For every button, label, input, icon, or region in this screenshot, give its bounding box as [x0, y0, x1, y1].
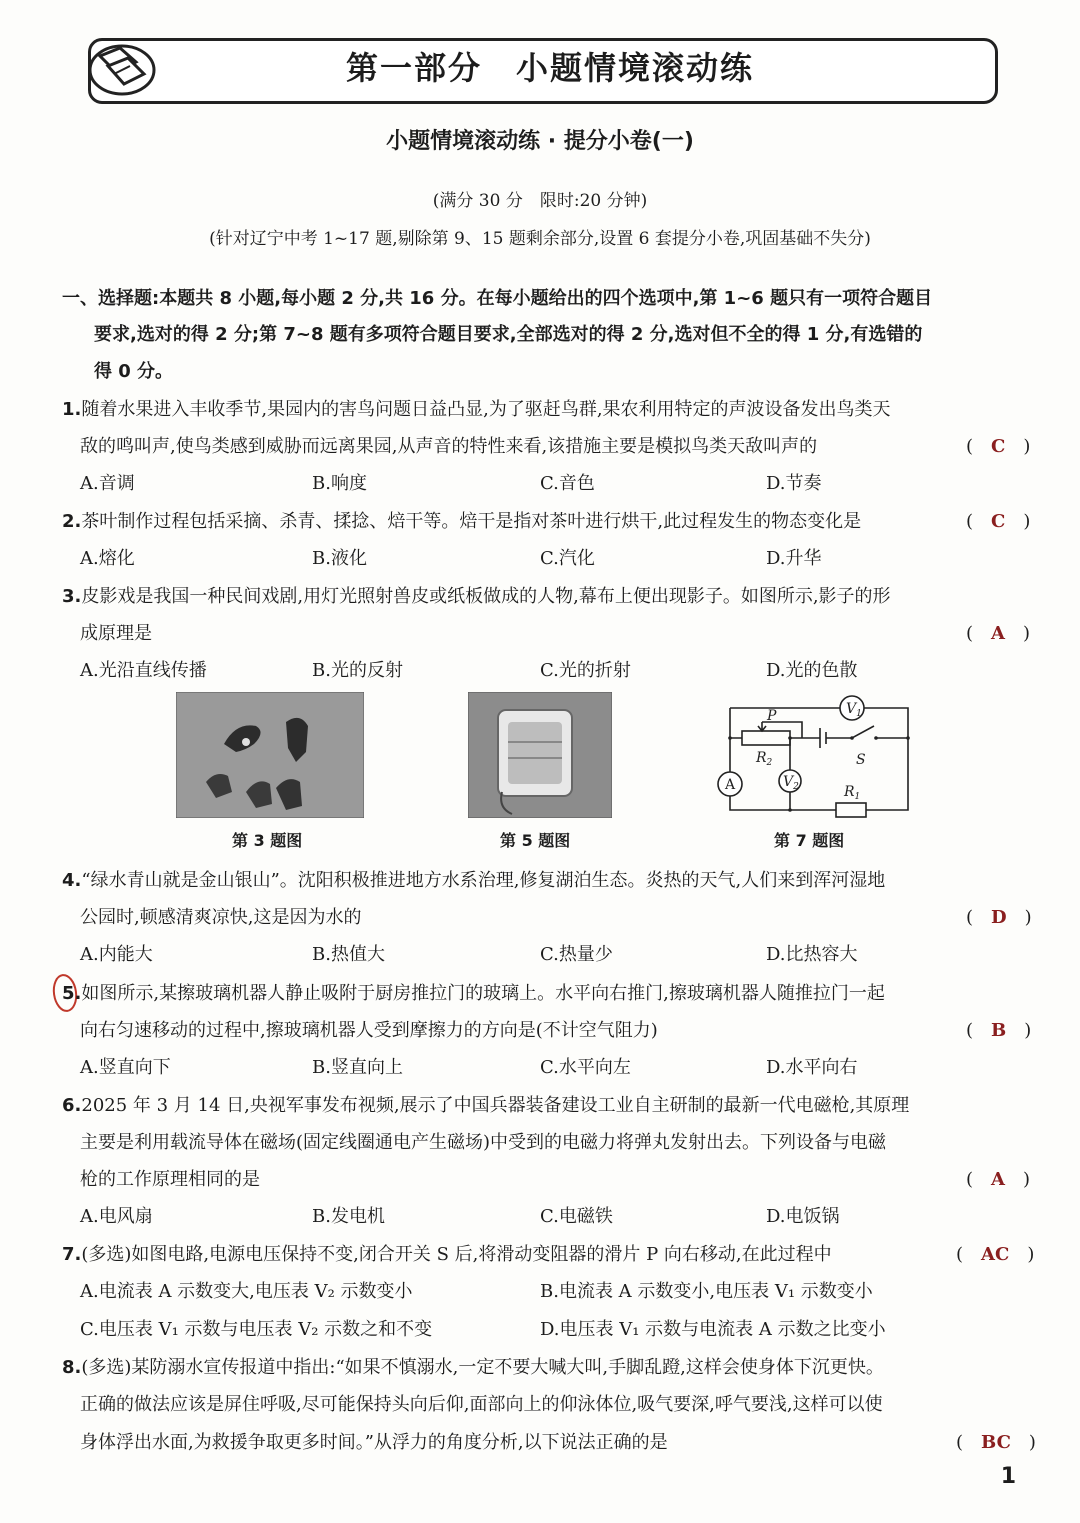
- book-logo-icon: [86, 36, 160, 100]
- question-4-answer: D: [991, 907, 1007, 928]
- paper-title: 小题情境滚动练 · 提分小卷(一): [386, 129, 694, 154]
- section-instructions-line1: 一、选择题:本题共 8 小题,每小题 2 分,共 16 分。在每小题给出的四个选项中,第 1~6 题只有一项符合题目: [62, 288, 933, 309]
- circuit-label-r2: $R_2$: [756, 750, 773, 768]
- question-4-number: 4.: [62, 870, 82, 891]
- question-6-answer: A: [991, 1169, 1005, 1190]
- question-5-option-a: A.竖直向下: [80, 1057, 171, 1078]
- question-5-option-c: C.水平向左: [540, 1057, 631, 1078]
- section-instructions-line2: 要求,选对的得 2 分;第 7~8 题有多项符合题目要求,全部选对的得 2 分,选对但不全的得 1 分,有选错的: [94, 324, 923, 345]
- question-5-text: 如图所示,某擦玻璃机器人静止吸附于厨房推拉门的玻璃上。水平向右推门,擦玻璃机器人随推拉门一起: [81, 983, 885, 1004]
- question-8-stem-line3: 身体浮出水面,为救援争取更多时间。”从浮力的角度分析,以下说法正确的是: [80, 1432, 668, 1453]
- question-3-stem-line1: [62, 582, 891, 608]
- question-6-option-a: A.电风扇: [80, 1206, 153, 1227]
- question-1-option-c: C.音色: [540, 473, 595, 494]
- question-6-answer-paren: ( A ): [966, 1169, 1031, 1190]
- window-cleaning-robot-photo: [468, 692, 612, 818]
- question-1-answer-paren: ( C ): [966, 436, 1031, 457]
- question-1-stem-line1: [62, 395, 891, 421]
- question-2-answer-paren: ( C ): [966, 511, 1031, 532]
- question-7-stem-line1: [62, 1240, 832, 1266]
- figure-7-caption: 第 7 题图: [774, 831, 845, 850]
- question-3-stem-line2: 成原理是: [80, 623, 152, 644]
- question-7-number: 7.: [62, 1244, 82, 1265]
- question-2-text: 茶叶制作过程包括采摘、杀青、揉捻、焙干等。焙干是指对茶叶进行烘干,此过程发生的物态变化是: [81, 511, 862, 532]
- question-5-answer-paren: ( B ): [966, 1020, 1032, 1041]
- score-time-note: (满分 30 分 限时:20 分钟): [432, 191, 648, 211]
- question-7-option-b: B.电流表 A 示数变小,电压表 V₁ 示数变小: [540, 1281, 873, 1302]
- question-1-answer: C: [991, 436, 1006, 457]
- question-6-text: 2025 年 3 月 14 日,央视军事发布视频,展示了中国兵器装备建设工业自主研制的最新一代电磁枪,其原理: [81, 1095, 910, 1116]
- circuit-label-s: S: [856, 752, 866, 768]
- question-4-text: “绿水青山就是金山银山”。沈阳积极推进地方水系治理,修复湖泊生态。炎热的天气,人们来到浑河湿地: [81, 870, 886, 891]
- question-6-option-d: D.电饭锅: [766, 1206, 840, 1227]
- question-5-stem-line1: [62, 979, 885, 1005]
- question-7-answer-paren: ( AC ): [956, 1244, 1035, 1265]
- question-6-stem-line1: [62, 1091, 909, 1117]
- question-6-option-b: B.发电机: [312, 1206, 385, 1227]
- circuit-diagram: [712, 686, 912, 826]
- circuit-label-a: A: [725, 777, 736, 793]
- question-8-stem-line2: 正确的做法应该是屏住呼吸,尽可能保持头向后仰,面部向上的仰泳体位,吸气要深,呼气要浅,这样可以使: [80, 1394, 883, 1415]
- question-7-text: (多选)如图电路,电源电压保持不变,闭合开关 S 后,将滑动变阻器的滑片 P 向右移动,在此过程中: [81, 1244, 832, 1265]
- question-3-option-d: D.光的色散: [766, 660, 858, 681]
- question-4-option-d: D.比热容大: [766, 944, 858, 965]
- question-6-number: 6.: [62, 1095, 82, 1116]
- question-7-option-a: A.电流表 A 示数变大,电压表 V₂ 示数变小: [80, 1281, 413, 1302]
- question-8-answer: BC: [981, 1432, 1011, 1453]
- question-2-option-c: C.汽化: [540, 548, 595, 569]
- question-3-number: 3.: [62, 586, 82, 607]
- question-1-option-b: B.响度: [312, 473, 367, 494]
- question-1-text: 随着水果进入丰收季节,果园内的害鸟问题日益凸显,为了驱赶鸟群,果农利用特定的声波设备发出鸟类天: [81, 399, 891, 420]
- question-5-answer: B: [991, 1020, 1007, 1041]
- question-4-stem-line1: [62, 866, 885, 892]
- question-7-answer: AC: [981, 1244, 1010, 1265]
- figure-5-caption: 第 5 题图: [500, 831, 571, 850]
- question-1-option-a: A.音调: [80, 473, 135, 494]
- circuit-label-r1: $R_1$: [844, 784, 861, 802]
- question-3-option-a: A.光沿直线传播: [80, 660, 207, 681]
- question-7-option-c: C.电压表 V₁ 示数与电压表 V₂ 示数之和不变: [80, 1319, 433, 1340]
- scope-note: (针对辽宁中考 1~17 题,剔除第 9、15 题剩余部分,设置 6 套提分小卷,巩固基础不失分): [209, 229, 871, 249]
- question-8-stem-line1: [62, 1353, 884, 1379]
- question-2-answer: C: [991, 511, 1006, 532]
- question-2-option-a: A.熔化: [80, 548, 135, 569]
- question-3-text: 皮影戏是我国一种民间戏剧,用灯光照射兽皮或纸板做成的人物,幕布上便出现影子。如图所示,影子的形: [81, 586, 891, 607]
- question-4-stem-line2: 公园时,顿感清爽凉快,这是因为水的: [80, 907, 362, 928]
- question-3-answer-paren: ( A ): [966, 623, 1031, 644]
- question-5-stem-line2: 向右匀速移动的过程中,擦玻璃机器人受到摩擦力的方向是(不计空气阻力): [80, 1020, 658, 1041]
- question-3-option-b: B.光的反射: [312, 660, 403, 681]
- question-2-number: 2.: [62, 511, 82, 532]
- question-4-option-b: B.热值大: [312, 944, 385, 965]
- question-6-option-c: C.电磁铁: [540, 1206, 613, 1227]
- question-8-answer-paren: ( BC ): [956, 1432, 1036, 1453]
- question-1-number: 1.: [62, 399, 82, 420]
- question-2-stem-line1: [62, 507, 861, 533]
- figure-3-caption: 第 3 题图: [232, 831, 303, 850]
- question-3-option-c: C.光的折射: [540, 660, 631, 681]
- question-5-number: 5.: [62, 983, 82, 1004]
- question-1-option-d: D.节奏: [766, 473, 822, 494]
- question-8-text: (多选)某防溺水宣传报道中指出:“如果不慎溺水,一定不要大喊大叫,手脚乱蹬,这样会使身体下沉更快。: [81, 1357, 884, 1378]
- circuit-label-v1: $V_1$: [846, 701, 862, 719]
- page-number: 1: [1000, 1464, 1016, 1489]
- question-5-option-d: D.水平向右: [766, 1057, 858, 1078]
- question-7-option-d: D.电压表 V₁ 示数与电流表 A 示数之比变小: [540, 1319, 886, 1340]
- question-4-answer-paren: ( D ): [966, 907, 1032, 928]
- question-2-option-d: D.升华: [766, 548, 822, 569]
- page-section-title: 第一部分 小题情境滚动练: [345, 49, 754, 87]
- question-6-stem-line3: 枪的工作原理相同的是: [80, 1169, 260, 1190]
- section-instructions-line3: 得 0 分。: [94, 361, 174, 382]
- question-8-number: 8.: [62, 1357, 82, 1378]
- question-1-stem-line2: 敌的鸣叫声,使鸟类感到威胁而远离果园,从声音的特性来看,该措施主要是模拟鸟类天敌叫声的: [80, 436, 818, 457]
- question-4-option-a: A.内能大: [80, 944, 153, 965]
- question-6-stem-line2: 主要是利用载流导体在磁场(固定线圈通电产生磁场)中受到的电磁力将弹丸发射出去。下列设备与电磁: [80, 1132, 887, 1153]
- question-4-option-c: C.热量少: [540, 944, 613, 965]
- question-3-answer: A: [991, 623, 1005, 644]
- shadow-puppet-photo: [176, 692, 364, 818]
- question-2-option-b: B.液化: [312, 548, 367, 569]
- circuit-label-v2: $V_2$: [783, 774, 799, 792]
- question-5-option-b: B.竖直向上: [312, 1057, 403, 1078]
- circuit-label-p: P: [767, 708, 777, 724]
